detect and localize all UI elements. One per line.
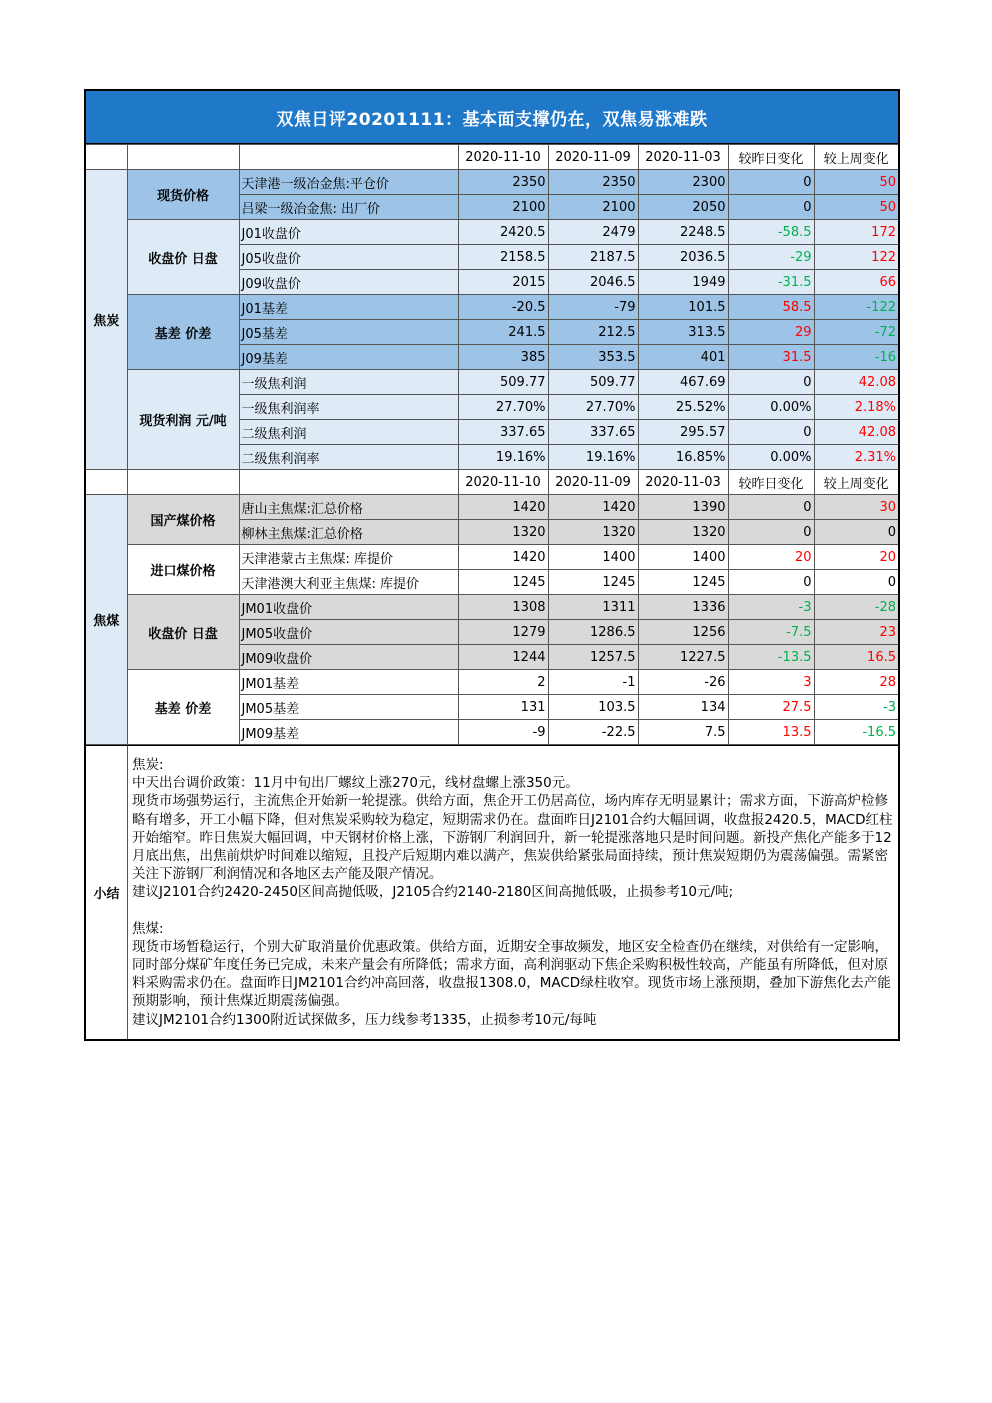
row-label: 天津港一级冶金焦:平仓价 bbox=[239, 170, 458, 195]
row-label: J09基差 bbox=[239, 345, 458, 370]
row-label: JM05基差 bbox=[239, 695, 458, 720]
cell-value: 27.70% bbox=[495, 399, 546, 415]
group-label: 收盘价 日盘 bbox=[127, 220, 239, 295]
cell-value: 19.16% bbox=[495, 449, 546, 465]
data-cell: 2479 bbox=[548, 220, 638, 245]
data-cell: -29 bbox=[728, 245, 814, 270]
price-table bbox=[86, 144, 898, 745]
table-row bbox=[86, 220, 898, 245]
column-header: 2020-11-09 bbox=[548, 145, 638, 170]
data-cell bbox=[814, 445, 898, 470]
cell-value: 0.00% bbox=[770, 449, 812, 465]
row-label: 柳林主焦煤:汇总价格 bbox=[239, 520, 458, 545]
data-cell: -31.5 bbox=[728, 270, 814, 295]
data-cell: 1308 bbox=[458, 595, 548, 620]
column-header: 较昨日变化 bbox=[728, 145, 814, 170]
data-cell: 467.69 bbox=[638, 370, 728, 395]
summary-line: 现货市场暂稳运行，个别大矿取消量价优惠政策。供给方面，近期安全事故频发，地区安全检查仍在继续，对供给有一定影响，同时部分煤矿年度任务已完成，未来产量会有所降低；需求方面，高利润驱动下焦企采购积极性较高，产能虽有所降低，但对原料采购需求仍在。盘面昨日JM2101合约冲高回落，收盘报1308.0，MACD绿柱收窄。现货市场上涨预期，叠加下游焦化去产能预期影响，预计焦煤近期震荡偏强。 bbox=[132, 938, 891, 1010]
data-cell bbox=[458, 445, 548, 470]
data-cell: 2187.5 bbox=[548, 245, 638, 270]
row-label: JM09基差 bbox=[239, 720, 458, 745]
table-row bbox=[86, 295, 898, 320]
data-cell: 172 bbox=[814, 220, 898, 245]
data-cell: -28 bbox=[814, 595, 898, 620]
summary-label: 小结 bbox=[86, 746, 128, 1039]
data-cell: 1245 bbox=[458, 570, 548, 595]
summary-section bbox=[86, 745, 898, 1039]
row-label: J05收盘价 bbox=[239, 245, 458, 270]
data-cell: -13.5 bbox=[728, 645, 814, 670]
data-cell: -9 bbox=[458, 720, 548, 745]
data-cell: 7.5 bbox=[638, 720, 728, 745]
header-blank bbox=[127, 470, 239, 495]
column-header: 较上周变化 bbox=[814, 145, 898, 170]
data-cell: 0 bbox=[728, 370, 814, 395]
data-cell: 1311 bbox=[548, 595, 638, 620]
data-cell: 1245 bbox=[638, 570, 728, 595]
data-cell: 1257.5 bbox=[548, 645, 638, 670]
column-header: 较昨日变化 bbox=[728, 470, 814, 495]
data-cell bbox=[728, 445, 814, 470]
header-blank bbox=[239, 145, 458, 170]
data-cell: 0 bbox=[814, 520, 898, 545]
data-cell: 1400 bbox=[548, 545, 638, 570]
summary-body bbox=[128, 746, 898, 1039]
table-row bbox=[86, 170, 898, 195]
daily-report bbox=[84, 89, 900, 1041]
data-cell: -58.5 bbox=[728, 220, 814, 245]
data-cell: 2050 bbox=[638, 195, 728, 220]
data-cell: 0 bbox=[728, 420, 814, 445]
group-label: 现货价格 bbox=[127, 170, 239, 220]
data-cell: 2036.5 bbox=[638, 245, 728, 270]
data-cell: 30 bbox=[814, 495, 898, 520]
data-cell: 1420 bbox=[548, 495, 638, 520]
data-cell: 2300 bbox=[638, 170, 728, 195]
data-cell: -16 bbox=[814, 345, 898, 370]
data-cell: 1256 bbox=[638, 620, 728, 645]
header-blank bbox=[86, 470, 127, 495]
group-label: 进口煤价格 bbox=[127, 545, 239, 595]
data-cell: 13.5 bbox=[728, 720, 814, 745]
summary-line: 中天出台调价政策：11月中旬出厂螺纹上涨270元，线材盘螺上涨350元。 bbox=[132, 775, 579, 792]
data-cell: 2 bbox=[458, 670, 548, 695]
data-cell: -122 bbox=[814, 295, 898, 320]
data-cell: 1279 bbox=[458, 620, 548, 645]
table-row bbox=[86, 495, 898, 520]
data-cell: 103.5 bbox=[548, 695, 638, 720]
data-cell: 28 bbox=[814, 670, 898, 695]
data-cell: 58.5 bbox=[728, 295, 814, 320]
data-cell: 27.5 bbox=[728, 695, 814, 720]
data-cell: -3 bbox=[728, 595, 814, 620]
data-cell: -7.5 bbox=[728, 620, 814, 645]
row-label: 唐山主焦煤:汇总价格 bbox=[239, 495, 458, 520]
data-cell: 42.08 bbox=[814, 370, 898, 395]
row-label: 一级焦利润率 bbox=[239, 395, 458, 420]
data-cell: 1336 bbox=[638, 595, 728, 620]
data-cell: -72 bbox=[814, 320, 898, 345]
row-label: 一级焦利润 bbox=[239, 370, 458, 395]
summary-line: 焦炭: bbox=[132, 757, 164, 773]
group-label: 现货利润 元/吨 bbox=[127, 370, 239, 470]
data-cell: 20 bbox=[814, 545, 898, 570]
data-cell: 1227.5 bbox=[638, 645, 728, 670]
data-cell: 2420.5 bbox=[458, 220, 548, 245]
data-cell: 509.77 bbox=[458, 370, 548, 395]
data-cell: 2350 bbox=[548, 170, 638, 195]
data-cell: 101.5 bbox=[638, 295, 728, 320]
data-cell: -79 bbox=[548, 295, 638, 320]
data-cell: 509.77 bbox=[548, 370, 638, 395]
header-blank bbox=[239, 470, 458, 495]
data-cell: 1320 bbox=[638, 520, 728, 545]
data-cell: 337.65 bbox=[548, 420, 638, 445]
data-cell: 1320 bbox=[458, 520, 548, 545]
row-label: J01基差 bbox=[239, 295, 458, 320]
row-label: 天津港蒙古主焦煤: 库提价 bbox=[239, 545, 458, 570]
cell-value: 19.16% bbox=[585, 449, 636, 465]
header-blank bbox=[127, 145, 239, 170]
summary-line: 建议JM2101合约1300附近试探做多，压力线参考1335，止损参考10元/每吨 bbox=[132, 1011, 597, 1028]
row-label: J09收盘价 bbox=[239, 270, 458, 295]
column-header: 2020-11-03 bbox=[638, 145, 728, 170]
data-cell: 1245 bbox=[548, 570, 638, 595]
data-cell: 131 bbox=[458, 695, 548, 720]
data-cell bbox=[548, 395, 638, 420]
data-cell: 241.5 bbox=[458, 320, 548, 345]
data-cell: -16.5 bbox=[814, 720, 898, 745]
summary-line: 建议J2101合约2420-2450区间高抛低吸，J2105合约2140-2180区间高抛低吸，止损参考10元/吨; bbox=[132, 884, 734, 901]
data-cell: 42.08 bbox=[814, 420, 898, 445]
data-cell: 1949 bbox=[638, 270, 728, 295]
data-cell: 1390 bbox=[638, 495, 728, 520]
row-label: 吕梁一级冶金焦: 出厂价 bbox=[239, 195, 458, 220]
data-cell: 2100 bbox=[548, 195, 638, 220]
row-label: JM01收盘价 bbox=[239, 595, 458, 620]
group-label: 收盘价 日盘 bbox=[127, 595, 239, 670]
data-cell: 2046.5 bbox=[548, 270, 638, 295]
data-cell: 1244 bbox=[458, 645, 548, 670]
summary-line: 现货市场强势运行，主流焦企开始新一轮提涨。供给方面，焦企开工仍居高位，场内库存无明显累计；需求方面，下游高炉检修略有增多，开工小幅下降，但对焦炭采购较为稳定，短期需求仍在。盘面昨日J2101合约大幅回调，收盘报2420.5，MACD红柱开始缩窄。昨日焦炭大幅回调，中天钢材价格上涨，下游钢厂利润回升，新一轮提涨落地只是时间问题。新投产焦化产能多于12月底出焦，出焦前烘炉时间难以缩短，且投产后短期内难以满产，焦炭供给紧张局面持续，预计焦炭短期仍为震荡偏强。需紧密关注下游钢厂利润情况和各地区去产能及限产情况。 bbox=[132, 793, 893, 883]
row-label: J01收盘价 bbox=[239, 220, 458, 245]
data-cell bbox=[814, 395, 898, 420]
data-cell: 23 bbox=[814, 620, 898, 645]
data-cell: 0 bbox=[728, 570, 814, 595]
data-cell: -3 bbox=[814, 695, 898, 720]
coal-summary bbox=[132, 920, 894, 1029]
data-cell: 134 bbox=[638, 695, 728, 720]
column-header-row bbox=[86, 470, 898, 495]
data-cell: 3 bbox=[728, 670, 814, 695]
data-cell: 50 bbox=[814, 195, 898, 220]
data-cell: 1320 bbox=[548, 520, 638, 545]
row-label: JM05收盘价 bbox=[239, 620, 458, 645]
data-cell: 2350 bbox=[458, 170, 548, 195]
data-cell bbox=[458, 395, 548, 420]
group-label: 基差 价差 bbox=[127, 670, 239, 745]
header-blank bbox=[86, 145, 127, 170]
cell-value: 2.18% bbox=[854, 399, 896, 415]
data-cell: 29 bbox=[728, 320, 814, 345]
data-cell: 1420 bbox=[458, 545, 548, 570]
data-cell: 401 bbox=[638, 345, 728, 370]
cell-value: 2.31% bbox=[854, 449, 896, 465]
coke-summary bbox=[132, 756, 894, 902]
row-label: J05基差 bbox=[239, 320, 458, 345]
data-cell: 2015 bbox=[458, 270, 548, 295]
data-cell: -26 bbox=[638, 670, 728, 695]
row-label: 二级焦利润率 bbox=[239, 445, 458, 470]
data-cell: 50 bbox=[814, 170, 898, 195]
table-row bbox=[86, 545, 898, 570]
data-cell bbox=[728, 395, 814, 420]
data-cell: 1420 bbox=[458, 495, 548, 520]
data-cell: 212.5 bbox=[548, 320, 638, 345]
group-label: 基差 价差 bbox=[127, 295, 239, 370]
data-cell: 20 bbox=[728, 545, 814, 570]
coke-section-label: 焦炭 bbox=[86, 170, 127, 470]
column-header: 2020-11-09 bbox=[548, 470, 638, 495]
row-label: JM09收盘价 bbox=[239, 645, 458, 670]
data-cell: 0 bbox=[728, 520, 814, 545]
column-header: 2020-11-03 bbox=[638, 470, 728, 495]
data-cell bbox=[638, 395, 728, 420]
group-label: 国产煤价格 bbox=[127, 495, 239, 545]
data-cell: 66 bbox=[814, 270, 898, 295]
data-cell: -20.5 bbox=[458, 295, 548, 320]
data-cell: 0 bbox=[814, 570, 898, 595]
cell-value: 16.85% bbox=[675, 449, 726, 465]
table-row bbox=[86, 670, 898, 695]
row-label: 二级焦利润 bbox=[239, 420, 458, 445]
data-cell: 2158.5 bbox=[458, 245, 548, 270]
data-cell: 337.65 bbox=[458, 420, 548, 445]
cell-value: 25.52% bbox=[675, 399, 726, 415]
summary-line: 焦煤: bbox=[132, 920, 164, 937]
row-label: 天津港澳大利亚主焦煤: 库提价 bbox=[239, 570, 458, 595]
data-cell: 313.5 bbox=[638, 320, 728, 345]
cell-value: 0.00% bbox=[770, 399, 812, 415]
data-cell: 2248.5 bbox=[638, 220, 728, 245]
data-cell: 0 bbox=[728, 495, 814, 520]
data-cell: 385 bbox=[458, 345, 548, 370]
table-row bbox=[86, 370, 898, 395]
table-row bbox=[86, 595, 898, 620]
data-cell: 1400 bbox=[638, 545, 728, 570]
data-cell: 16.5 bbox=[814, 645, 898, 670]
data-cell: 122 bbox=[814, 245, 898, 270]
data-cell: 0 bbox=[728, 195, 814, 220]
column-header-row bbox=[86, 145, 898, 170]
data-cell: 1286.5 bbox=[548, 620, 638, 645]
data-cell: -1 bbox=[548, 670, 638, 695]
column-header: 2020-11-10 bbox=[458, 145, 548, 170]
data-cell bbox=[548, 445, 638, 470]
row-label: JM01基差 bbox=[239, 670, 458, 695]
data-cell: 2100 bbox=[458, 195, 548, 220]
column-header: 较上周变化 bbox=[814, 470, 898, 495]
data-cell: 0 bbox=[728, 170, 814, 195]
data-cell: 31.5 bbox=[728, 345, 814, 370]
data-cell bbox=[638, 445, 728, 470]
data-cell: 353.5 bbox=[548, 345, 638, 370]
column-header: 2020-11-10 bbox=[458, 470, 548, 495]
cell-value: 27.70% bbox=[585, 399, 636, 415]
data-cell: -22.5 bbox=[548, 720, 638, 745]
coal-section-label: 焦煤 bbox=[86, 495, 127, 745]
report-title: 双焦日评20201111：基本面支撑仍在，双焦易涨难跌 bbox=[86, 91, 898, 144]
data-cell: 295.57 bbox=[638, 420, 728, 445]
